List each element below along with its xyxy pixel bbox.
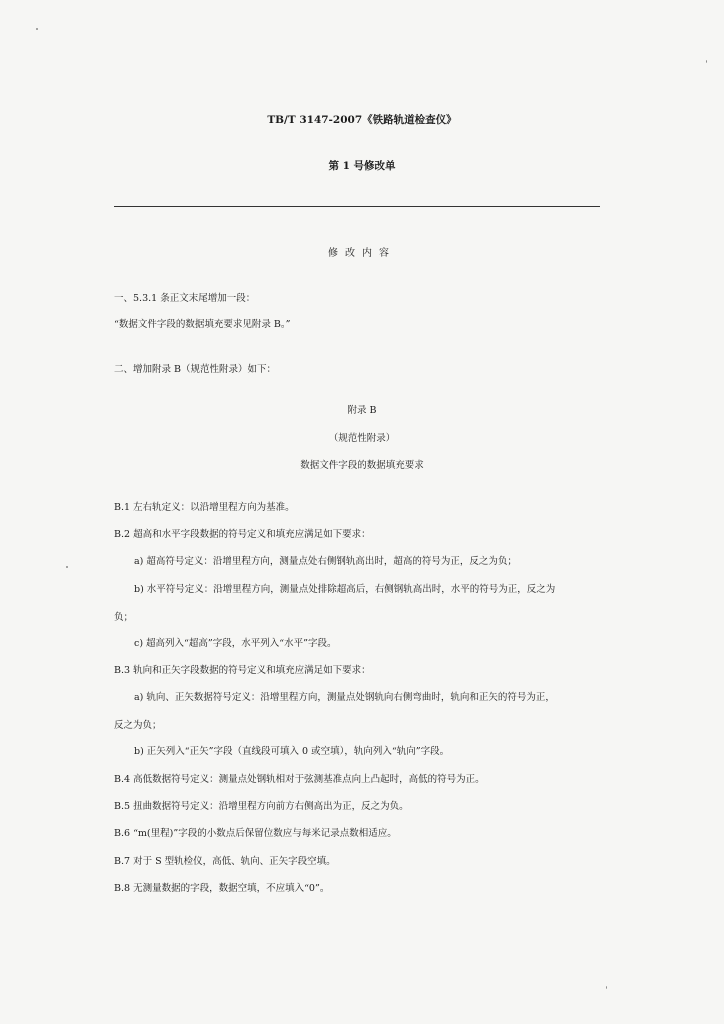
scan-speck [36, 28, 38, 30]
clause-b4: B.4 高低数据符号定义：测量点处钢轨相对于弦测基准点向上凸起时，高低的符号为正。 [114, 774, 485, 785]
scan-speck [606, 986, 607, 989]
amendment-item-1: 一、5.3.1 条正文末尾增加一段： [114, 293, 256, 304]
scan-speck [66, 566, 68, 568]
clause-b5: B.5 扭曲数据符号定义：沿增里程方向前方右侧高出为正，反之为负。 [114, 801, 409, 812]
amendment-item-1-quote: “数据文件字段的数据填充要求见附录 B。” [114, 319, 291, 330]
clause-b3-a: a) 轨向、正矢数据符号定义：沿增里程方向，测量点处钢轨向右侧弯曲时，轨向和正矢的符号为正， [134, 692, 555, 703]
scan-speck [706, 60, 707, 63]
clause-b3-a-continued: 反之为负； [114, 720, 162, 731]
clause-b1: B.1 左右轨定义：以沿增里程方向为基准。 [114, 502, 295, 513]
document-title: TB/T 3147-2007《铁路轨道检查仪》 [267, 114, 457, 126]
clause-b2-a: a) 超高符号定义：沿增里程方向，测量点处右侧钢轨高出时，超高的符号为正，反之为负； [134, 556, 517, 567]
clause-b3: B.3 轨向和正矢字段数据的符号定义和填充应满足如下要求： [114, 665, 371, 676]
clause-b8: B.8 无测量数据的字段，数据空填，不应填入“0”。 [114, 883, 330, 894]
appendix-title: 附录 B [347, 405, 377, 416]
title-divider [114, 206, 600, 207]
clause-b2-c: c) 超高列入“超高”字段，水平列入“水平”字段。 [134, 638, 337, 649]
clause-b2-b-continued: 负； [114, 612, 134, 623]
appendix-type: （规范性附录） [328, 433, 396, 444]
amendment-number: 第 1 号修改单 [328, 160, 396, 172]
clause-b7: B.7 对于 S 型轨检仪，高低、轨向、正矢字段空填。 [114, 856, 336, 867]
section-heading: 修改内容 [328, 248, 396, 259]
amendment-item-2: 二、增加附录 B（规范性附录）如下： [114, 364, 277, 375]
clause-b2-b: b) 水平符号定义：沿增里程方向，测量点处排除超高后，右侧钢轨高出时，水平的符号为正，反之为 [134, 584, 556, 595]
clause-b2: B.2 超高和水平字段数据的符号定义和填充应满足如下要求： [114, 529, 371, 540]
clause-b3-b: b) 正矢列入“正矢”字段（直线段可填入 0 或空填），轨向列入“轨向”字段。 [134, 746, 450, 757]
clause-b6: B.6 “m(里程)”字段的小数点后保留位数应与每米记录点数相适应。 [114, 828, 397, 839]
appendix-name: 数据文件字段的数据填充要求 [300, 460, 424, 471]
